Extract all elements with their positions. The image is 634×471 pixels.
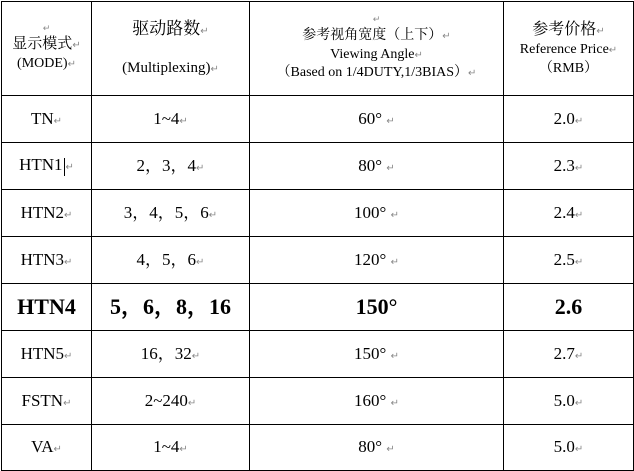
paragraph-mark: ↵ xyxy=(187,397,197,409)
cell-angle: 160° xyxy=(354,390,387,410)
cell-price: 2.5 xyxy=(553,249,575,269)
paragraph-mark: ↵ xyxy=(179,115,188,127)
cell-price: 2.0 xyxy=(553,108,575,128)
paragraph-mark: ↵ xyxy=(179,444,188,456)
cell-mux: 1~4 xyxy=(153,108,180,128)
cell-price: 2.4 xyxy=(553,202,575,222)
paragraph-mark: ↵ xyxy=(608,45,618,57)
cell-angle: 60° xyxy=(358,108,383,128)
header-price-en: Reference Price xyxy=(519,42,609,58)
text-cursor xyxy=(64,158,65,176)
paragraph-mark: ↵ xyxy=(191,350,201,362)
table-row xyxy=(2,237,634,284)
header-mode-cn: 显示模式 xyxy=(12,34,73,53)
cell-mux: 3，4，5，6 xyxy=(123,202,209,222)
cell-mux: 2~240 xyxy=(144,390,188,410)
cell-angle: 100° xyxy=(354,202,387,222)
paragraph-mark: ↵ xyxy=(196,162,205,174)
paragraph-mark: ↵ xyxy=(210,63,219,75)
cell-mux: 5，6，8，16 xyxy=(109,293,231,319)
cell-price: 2.3 xyxy=(553,155,575,175)
cell-mode: HTN2 xyxy=(20,202,65,222)
header-mode-en: (MODE) xyxy=(17,56,68,71)
paragraph-mark: ↵ xyxy=(574,350,584,362)
paragraph-mark: ↵ xyxy=(63,397,72,409)
header-multiplexing xyxy=(92,2,250,96)
paragraph-mark: ↵ xyxy=(390,256,399,268)
paragraph-mark: ↵ xyxy=(386,115,395,127)
paragraph-mark: ↵ xyxy=(200,26,209,38)
table-row xyxy=(2,378,634,425)
header-angle-cn: 参考视角宽度（上下） xyxy=(302,26,443,43)
paragraph-mark: ↵ xyxy=(65,162,74,174)
paragraph-mark: ↵ xyxy=(414,49,423,61)
table-row xyxy=(2,425,634,471)
header-mode xyxy=(2,2,92,96)
cell-mode: FSTN xyxy=(21,390,64,410)
paragraph-mark: ↵ xyxy=(574,397,584,409)
header-price xyxy=(504,2,634,96)
paragraph-mark: ↵ xyxy=(196,256,205,268)
cell-mode: HTN1 xyxy=(19,155,63,175)
cell-angle: 80° xyxy=(358,437,383,457)
paragraph-mark: ↵ xyxy=(208,209,218,221)
lcd-mode-table xyxy=(1,1,634,471)
paragraph-mark: ↵ xyxy=(64,350,73,362)
cell-mode: HTN4 xyxy=(17,293,76,319)
paragraph-mark: ↵ xyxy=(372,14,381,25)
header-mux-cn: 驱动路数 xyxy=(132,19,201,40)
table-header-row xyxy=(2,2,634,96)
paragraph-mark: ↵ xyxy=(574,209,584,221)
paragraph-mark: ↵ xyxy=(442,30,451,42)
paragraph-mark: ↵ xyxy=(390,397,399,409)
paragraph-mark: ↵ xyxy=(468,68,477,80)
paragraph-mark: ↵ xyxy=(67,59,76,70)
cell-price: 2.6 xyxy=(554,293,583,319)
cell-mode: VA xyxy=(31,437,54,457)
cell-mux: 1~4 xyxy=(153,437,180,457)
header-angle-note: （Based on 1/4DUTY,1/3BIAS） xyxy=(276,65,469,81)
table-row xyxy=(2,331,634,378)
header-angle-en: Viewing Angle xyxy=(330,46,415,62)
paragraph-mark: ↵ xyxy=(64,209,73,221)
cell-angle: 80° xyxy=(358,155,383,175)
cell-price: 5.0 xyxy=(553,390,575,410)
paragraph-mark: ↵ xyxy=(386,162,395,174)
paragraph-mark: ↵ xyxy=(574,115,584,127)
paragraph-mark: ↵ xyxy=(596,26,605,38)
header-viewing-angle xyxy=(250,2,504,96)
cell-mux: 16，32 xyxy=(140,343,192,363)
paragraph-mark: ↵ xyxy=(574,444,584,456)
cell-angle: 120° xyxy=(354,249,387,269)
paragraph-mark: ↵ xyxy=(53,115,63,127)
cell-mode: TN xyxy=(30,108,54,128)
cell-mux: 4，5，6 xyxy=(136,249,197,269)
paragraph-mark: ↵ xyxy=(390,209,399,221)
cell-mode: HTN3 xyxy=(20,249,65,269)
paragraph-mark: ↵ xyxy=(64,256,73,268)
paragraph-mark: ↵ xyxy=(72,40,81,52)
table-row xyxy=(2,190,634,237)
cell-mux: 2，3，4 xyxy=(136,155,197,175)
cell-price: 5.0 xyxy=(553,437,575,457)
cell-angle: 150° xyxy=(355,293,398,319)
table-row xyxy=(2,96,634,143)
paragraph-mark: ↵ xyxy=(574,162,584,174)
cell-mode: HTN5 xyxy=(20,343,65,363)
paragraph-mark: ↵ xyxy=(574,256,584,268)
paragraph-mark: ↵ xyxy=(390,350,399,362)
cell-price: 2.7 xyxy=(553,343,575,363)
cell-angle: 150° xyxy=(354,343,387,363)
table-row xyxy=(2,143,634,190)
header-price-unit: （RMB） xyxy=(538,60,599,76)
header-mux-en: (Multiplexing) xyxy=(122,59,211,76)
paragraph-mark: ↵ xyxy=(386,444,395,456)
table-row-highlighted xyxy=(2,284,634,331)
header-price-cn: 参考价格 xyxy=(532,19,597,39)
paragraph-mark: ↵ xyxy=(53,444,62,456)
paragraph-mark: ↵ xyxy=(42,24,51,35)
